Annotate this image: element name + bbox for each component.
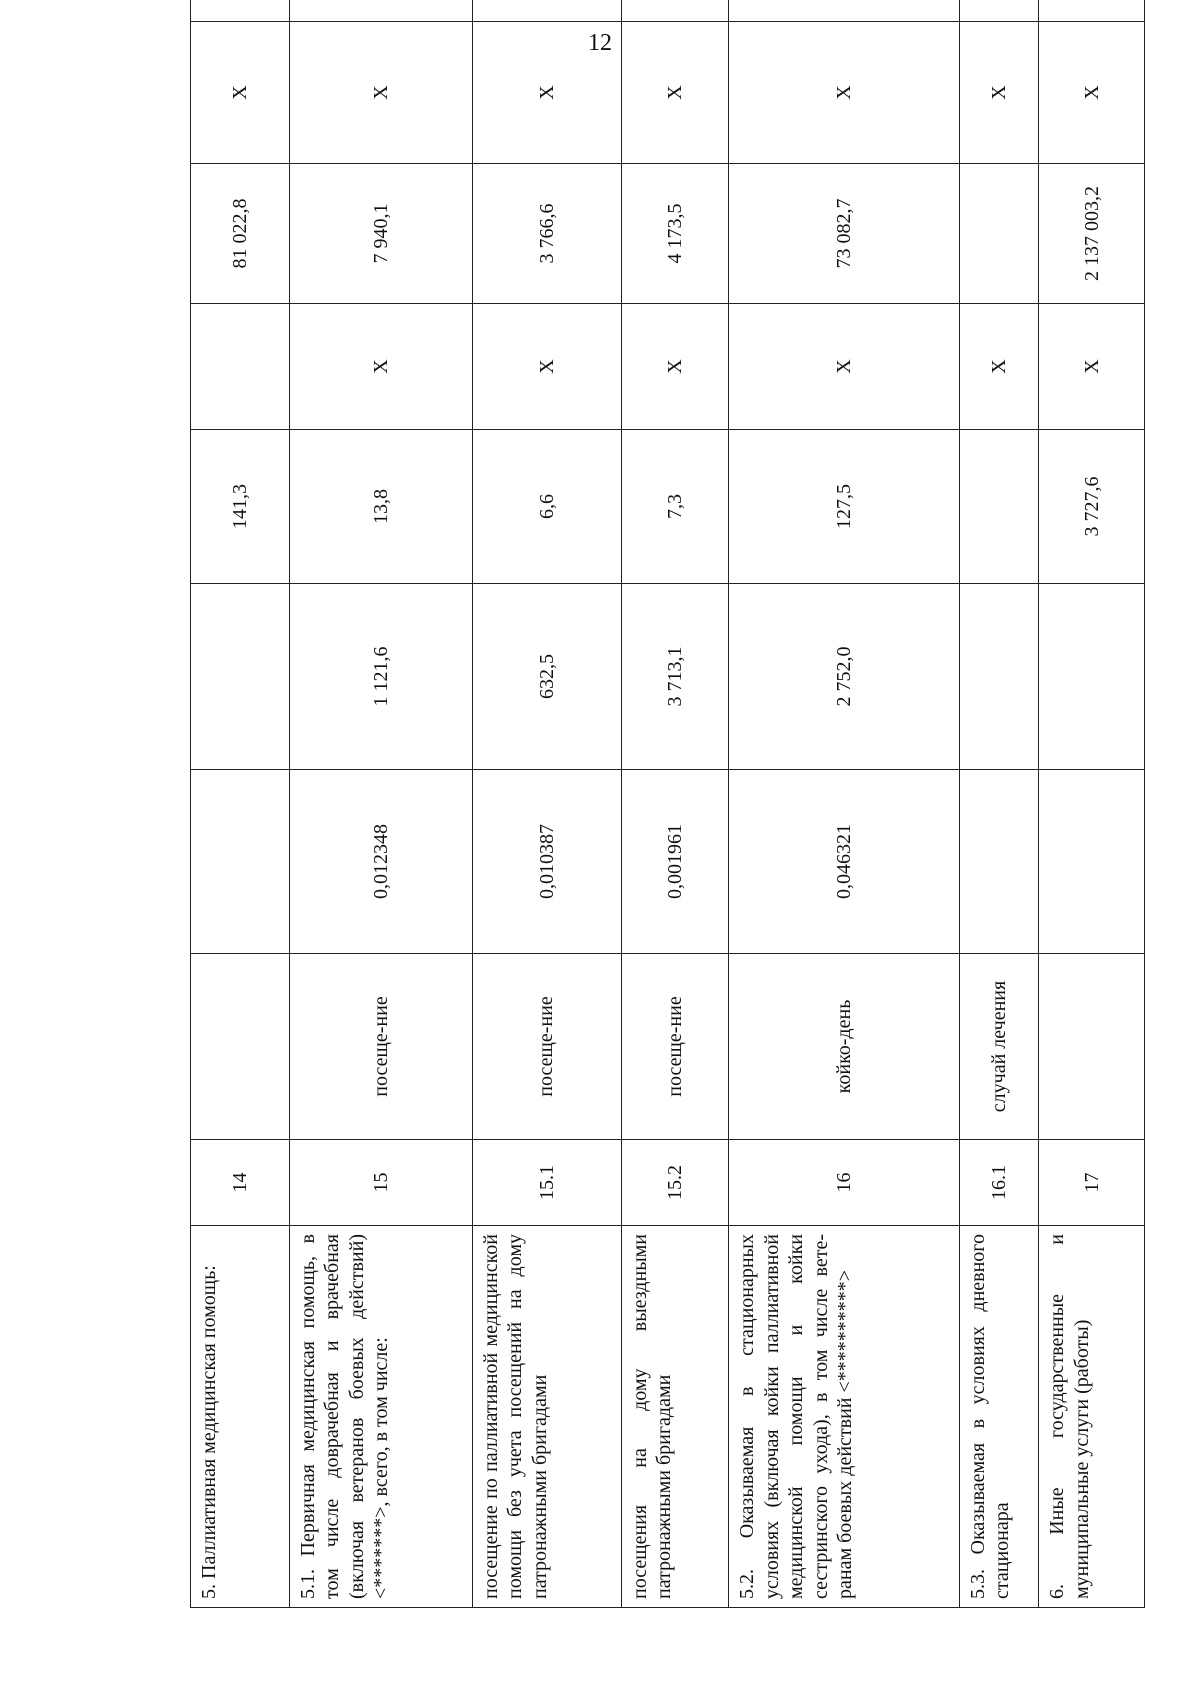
table-row	[1039, 0, 1145, 1608]
cell-x2	[729, 0, 959, 22]
cell-per-capita: 3 727,6	[1039, 430, 1145, 584]
cell-name: 6. Иные государственные и муниципальные услуги (работы)	[1039, 1226, 1145, 1608]
cell-name: 5.1. Первичная медицинская помощь, в том числе доврачебная и врачебная (включая ветеранов боевых действий) <*******>, всего, в том числе:	[290, 1226, 473, 1608]
cell-per-capita-2: X	[621, 304, 729, 430]
cell-per-capita-2: X	[729, 304, 959, 430]
cell-x2	[1039, 0, 1145, 22]
cell-norm: 0,012348	[290, 770, 473, 954]
cell-x1: X	[729, 22, 959, 164]
cell-unit: койко-день	[729, 954, 959, 1140]
cell-name: 5.3. Оказываемая в условиях дневного стационара	[959, 1226, 1039, 1608]
cell-cost	[1039, 584, 1145, 770]
cell-row-no: 15.2	[621, 1140, 729, 1226]
rotated-table-container	[190, 85, 1145, 1608]
cell-total: 2 137 003,2	[1039, 164, 1145, 304]
cell-cost: 3 713,1	[621, 584, 729, 770]
cell-x2	[290, 0, 473, 22]
cell-x1: X	[959, 22, 1039, 164]
cell-unit	[1039, 954, 1145, 1140]
cell-total: 73 082,7	[729, 164, 959, 304]
cell-total: 3 766,6	[473, 164, 622, 304]
cell-x2	[621, 0, 729, 22]
cell-x1: X	[473, 22, 622, 164]
cell-cost: 1 121,6	[290, 584, 473, 770]
cell-per-capita: 7,3	[621, 430, 729, 584]
cell-unit	[191, 954, 290, 1140]
cell-norm	[1039, 770, 1145, 954]
cell-total: 4 173,5	[621, 164, 729, 304]
cell-x1: X	[191, 22, 290, 164]
cell-per-capita: 6,6	[473, 430, 622, 584]
table-row	[473, 0, 622, 1608]
cell-norm: 0,046321	[729, 770, 959, 954]
cell-name: посещения на дому выездными патронажными бригадами	[621, 1226, 729, 1608]
cell-row-no: 15	[290, 1140, 473, 1226]
cell-x2	[959, 0, 1039, 22]
cell-per-capita	[959, 430, 1039, 584]
cell-per-capita: 127,5	[729, 430, 959, 584]
cell-norm	[191, 770, 290, 954]
cell-x1: X	[621, 22, 729, 164]
cell-row-no: 16	[729, 1140, 959, 1226]
cell-per-capita-2: X	[290, 304, 473, 430]
cell-per-capita-2: X	[473, 304, 622, 430]
cell-x2	[191, 0, 290, 22]
table-row	[729, 0, 959, 1608]
cell-per-capita-2: X	[959, 304, 1039, 430]
cell-name: 5. Паллиативная медицинская помощь:	[191, 1226, 290, 1608]
cell-unit: случай лечения	[959, 954, 1039, 1140]
cell-norm: 0,001961	[621, 770, 729, 954]
table-body	[191, 0, 1145, 1608]
cell-row-no: 16.1	[959, 1140, 1039, 1226]
cell-per-capita-2: X	[1039, 304, 1145, 430]
norms-table	[190, 0, 1145, 1608]
cell-total: 7 940,1	[290, 164, 473, 304]
cell-cost: 2 752,0	[729, 584, 959, 770]
cell-cost: 632,5	[473, 584, 622, 770]
cell-per-capita: 141,3	[191, 430, 290, 584]
cell-unit: посеще-ние	[473, 954, 622, 1140]
cell-row-no: 17	[1039, 1140, 1145, 1226]
cell-cost	[959, 584, 1039, 770]
cell-name: посещение по паллиативной медицинской помощи без учета посещений на дому патронажными бригадами	[473, 1226, 622, 1608]
cell-norm: 0,010387	[473, 770, 622, 954]
table-row	[621, 0, 729, 1608]
cell-unit: посеще-ние	[290, 954, 473, 1140]
table-row	[290, 0, 473, 1608]
cell-per-capita-2	[191, 304, 290, 430]
cell-unit: посеще-ние	[621, 954, 729, 1140]
cell-name: 5.2. Оказываемая в стационарных условиях (включая койки паллиативной медицинской помощи и койки сестринского ухода), в том числе ветеранам боевых действий <**********>	[729, 1226, 959, 1608]
table-row	[191, 0, 290, 1608]
cell-total	[959, 164, 1039, 304]
cell-x1: X	[1039, 22, 1145, 164]
cell-x2	[473, 0, 622, 22]
cell-row-no: 15.1	[473, 1140, 622, 1226]
cell-norm	[959, 770, 1039, 954]
table-row	[959, 0, 1039, 1608]
cell-total: 81 022,8	[191, 164, 290, 304]
cell-row-no: 14	[191, 1140, 290, 1226]
cell-x1: X	[290, 22, 473, 164]
cell-per-capita: 13,8	[290, 430, 473, 584]
cell-cost	[191, 584, 290, 770]
page-number: 12	[588, 30, 612, 56]
